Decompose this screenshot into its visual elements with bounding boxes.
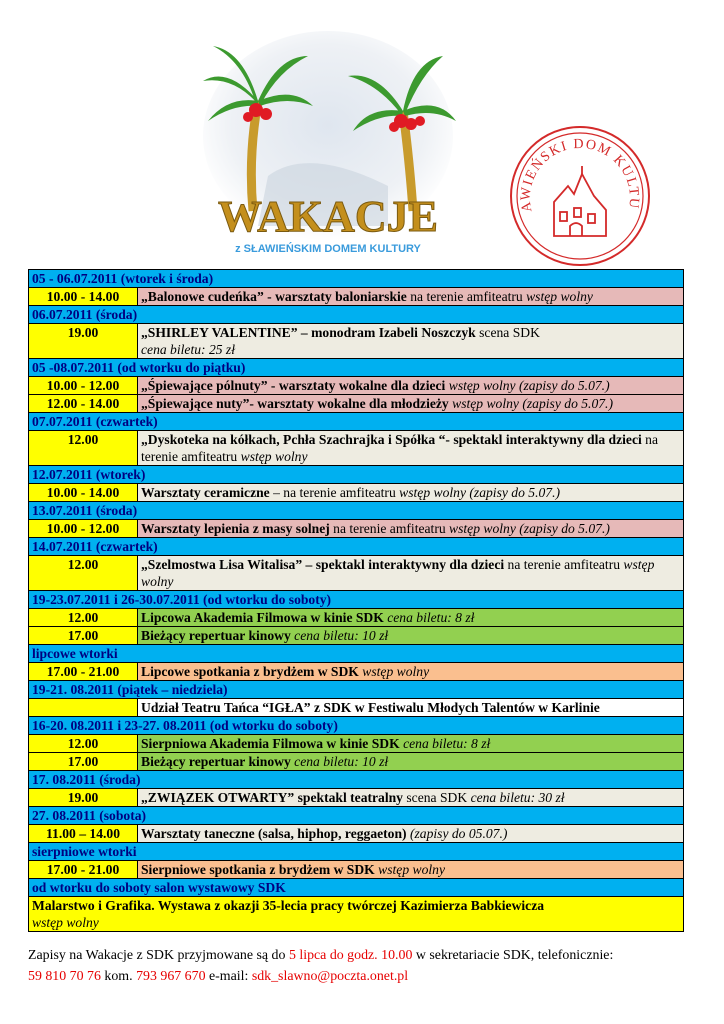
event-note: wstęp wolny (zapisy do 5.07.) [448, 378, 610, 393]
event-description [138, 520, 684, 538]
event-description [138, 699, 684, 717]
event-time: 12.00 [29, 735, 138, 753]
event-title: Sierpniowe spotkania z brydżem w SDK [141, 862, 375, 877]
registration-line [28, 945, 693, 966]
event-description [138, 789, 684, 807]
event-title: „Szelmostwa Lisa Witalisa” – spektakl interaktywny dla dzieci [141, 557, 505, 572]
date-header-row [29, 359, 684, 377]
event-time: 10.00 - 14.00 [29, 484, 138, 502]
event-description [138, 825, 684, 843]
event-title: Warsztaty ceramiczne [141, 485, 270, 500]
event-location: na terenie amfiteatru [504, 557, 624, 572]
event-time: 17.00 - 21.00 [29, 663, 138, 681]
event-description [138, 663, 684, 681]
event-location: scena SDK [402, 790, 471, 805]
event-row [29, 825, 684, 843]
event-time: 10.00 - 14.00 [29, 288, 138, 306]
event-title: „Śpiewające nuty”- warsztaty wokalne dla młodzieży [141, 396, 449, 411]
event-row [29, 395, 684, 413]
event-description [138, 735, 684, 753]
event-time: 19.00 [29, 789, 138, 807]
event-title: Lipcowa Akademia Filmowa w kinie SDK [141, 610, 384, 625]
event-note: cena biletu: 8 zł [387, 610, 475, 625]
event-time: 12.00 - 14.00 [29, 395, 138, 413]
date-header: 19-21. 08.2011 (piątek – niedziela) [29, 681, 684, 699]
logo-title: WAKACJE [217, 192, 439, 241]
palm-trees-illustration [198, 26, 458, 262]
event-time: 17.00 [29, 627, 138, 645]
date-header: 05 -08.07.2011 (od wtorku do piątku) [29, 359, 684, 377]
event-title: Bieżący repertuar kinowy [141, 754, 291, 769]
date-header-row [29, 771, 684, 789]
event-note: (zapisy do 05.07.) [409, 826, 508, 841]
event-row [29, 735, 684, 753]
date-header-row [29, 413, 684, 431]
date-header-row [29, 591, 684, 609]
event-description [138, 431, 684, 466]
exhibition-title: Malarstwo i Grafika. Wystawa z okazji 35-lecia pracy twórczej Kazimierza Babkiewicza [32, 898, 545, 913]
stamp-text: AWIEŃSKI DOM KULTU [518, 136, 642, 214]
event-description [138, 484, 684, 502]
event-description [138, 288, 684, 306]
date-header: 12.07.2011 (wtorek) [29, 466, 684, 484]
event-time: 12.00 [29, 609, 138, 627]
event-note: wstęp wolny [378, 862, 445, 877]
event-note: wstęp wolny (zapisy do 5.07.) [449, 521, 610, 536]
date-header-row [29, 538, 684, 556]
email-link[interactable]: sdk_slawno@poczta.onet.pl [251, 969, 409, 984]
event-row [29, 484, 684, 502]
event-row [29, 324, 684, 359]
event-time: 17.00 - 21.00 [29, 861, 138, 879]
event-description [138, 609, 684, 627]
sdk-stamp [508, 124, 652, 268]
event-time: 17.00 [29, 753, 138, 771]
date-header-row [29, 843, 684, 861]
event-note: wstęp wolny (zapisy do 5.07.) [399, 485, 561, 500]
event-title: „Śpiewające pólnuty” - warsztaty wokalne dla dzieci [141, 378, 446, 393]
event-title: Lipcowe spotkania z brydżem w SDK [141, 664, 359, 679]
exhibition-description [29, 897, 684, 932]
event-title: Bieżący repertuar kinowy [141, 628, 291, 643]
event-time [29, 699, 138, 717]
date-header-row [29, 717, 684, 735]
date-header: 06.07.2011 (środa) [29, 306, 684, 324]
event-description [138, 324, 684, 359]
event-note: wstęp wolny [526, 289, 593, 304]
event-title: Sierpniowa Akademia Filmowa w kinie SDK [141, 736, 400, 751]
svg-text:SŁAWIEŃSKI DOM KULTURY [508, 124, 641, 213]
event-note: cena biletu: 8 zł [403, 736, 491, 751]
mobile-number: 793 967 670 [136, 969, 206, 984]
event-row [29, 377, 684, 395]
date-header: 14.07.2011 (czwartek) [29, 538, 684, 556]
date-header: 13.07.2011 (środa) [29, 502, 684, 520]
date-header: 07.07.2011 (czwartek) [29, 413, 684, 431]
stamp-seal [508, 124, 652, 268]
event-row [29, 288, 684, 306]
event-location: na terenie amfiteatru [329, 521, 450, 536]
event-title: „Balonowe cudeńka” - warsztaty baloniarskie [141, 289, 407, 304]
date-header-row [29, 645, 684, 663]
exhibition-note: wstęp wolny [32, 915, 99, 930]
event-title: „Dyskoteka na kółkach, Pchła Szachrajka i Spółka “- spektakl interaktywny dla dzieci [141, 432, 642, 447]
event-row [29, 520, 684, 538]
date-header-row [29, 502, 684, 520]
event-row [29, 431, 684, 466]
date-header-row [29, 681, 684, 699]
phone-number: 59 810 70 76 [28, 969, 101, 984]
event-note: cena biletu: 10 zł [294, 754, 389, 769]
contact-line [28, 966, 693, 987]
event-price: cena biletu: 25 zł [141, 342, 236, 357]
event-row [29, 627, 684, 645]
event-note: wstęp wolny [240, 449, 308, 464]
event-description [138, 627, 684, 645]
event-location: na terenie amfiteatru [141, 432, 658, 464]
event-time: 12.00 [29, 431, 138, 466]
event-row [29, 789, 684, 807]
event-row [29, 861, 684, 879]
event-description [138, 395, 684, 413]
date-header: sierpniowe wtorki [29, 843, 684, 861]
event-location: – na terenie amfiteatru [269, 485, 400, 500]
date-header-row [29, 306, 684, 324]
email-label: e-mail: [205, 969, 252, 984]
date-header-row [29, 270, 684, 288]
date-header: 05 - 06.07.2011 (wtorek i środa) [29, 270, 684, 288]
wakacje-logo [198, 26, 458, 262]
event-location: na terenie amfiteatru [406, 289, 527, 304]
event-description [138, 377, 684, 395]
event-time: 12.00 [29, 556, 138, 591]
event-note: wstęp wolny [141, 557, 655, 589]
date-header: 17. 08.2011 (środa) [29, 771, 684, 789]
event-row [29, 753, 684, 771]
registration-text: Zapisy na Wakacje z SDK przyjmowane są do [28, 948, 289, 963]
building-icon [554, 166, 606, 236]
event-description [138, 556, 684, 591]
exhibition-row [29, 897, 684, 932]
event-description [138, 861, 684, 879]
event-title: Warsztaty lepienia z masy solnej [141, 521, 330, 536]
event-row [29, 609, 684, 627]
event-title: Udział Teatru Tańca “IGŁA” z SDK w Festiwalu Młodych Talentów w Karlinie [141, 700, 600, 715]
date-header-row [29, 879, 684, 897]
event-title: „ZWIĄZEK OTWARTY” spektakl teatralny [141, 790, 403, 805]
date-header: od wtorku do soboty salon wystawowy SDK [29, 879, 684, 897]
event-row [29, 556, 684, 591]
event-location: scena SDK [475, 325, 540, 340]
schedule-table [28, 269, 684, 932]
event-note: cena biletu: 10 zł [294, 628, 389, 643]
event-note: cena biletu: 30 zł [470, 790, 565, 805]
date-header-row [29, 466, 684, 484]
registration-text-end: w sekretariacie SDK, telefonicznie: [412, 948, 614, 963]
registration-info [28, 945, 693, 987]
logo-subtitle: z SŁAWIEŃSKIM DOMEM KULTURY [235, 243, 421, 255]
date-header: 19-23.07.2011 i 26-30.07.2011 (od wtorku do soboty) [29, 591, 684, 609]
date-header: 16-20. 08.2011 i 23-27. 08.2011 (od wtorku do soboty) [29, 717, 684, 735]
event-title: Warsztaty taneczne (salsa, hiphop, reggaeton) [141, 826, 407, 841]
event-time: 10.00 - 12.00 [29, 377, 138, 395]
event-description [138, 753, 684, 771]
date-header: lipcowe wtorki [29, 645, 684, 663]
event-time: 10.00 - 12.00 [29, 520, 138, 538]
date-header-row [29, 807, 684, 825]
event-row [29, 699, 684, 717]
event-row [29, 663, 684, 681]
event-time: 11.00 – 14.00 [29, 825, 138, 843]
event-note: wstęp wolny [362, 664, 430, 679]
event-time: 19.00 [29, 324, 138, 359]
event-title: „SHIRLEY VALENTINE” – monodram Izabeli Noszczyk [141, 325, 476, 340]
date-header: 27. 08.2011 (sobota) [29, 807, 684, 825]
mobile-label: kom. [100, 969, 137, 984]
registration-deadline: 5 lipca do godz. 10.00 [288, 948, 413, 963]
event-note: wstęp wolny (zapisy do 5.07.) [452, 396, 613, 411]
